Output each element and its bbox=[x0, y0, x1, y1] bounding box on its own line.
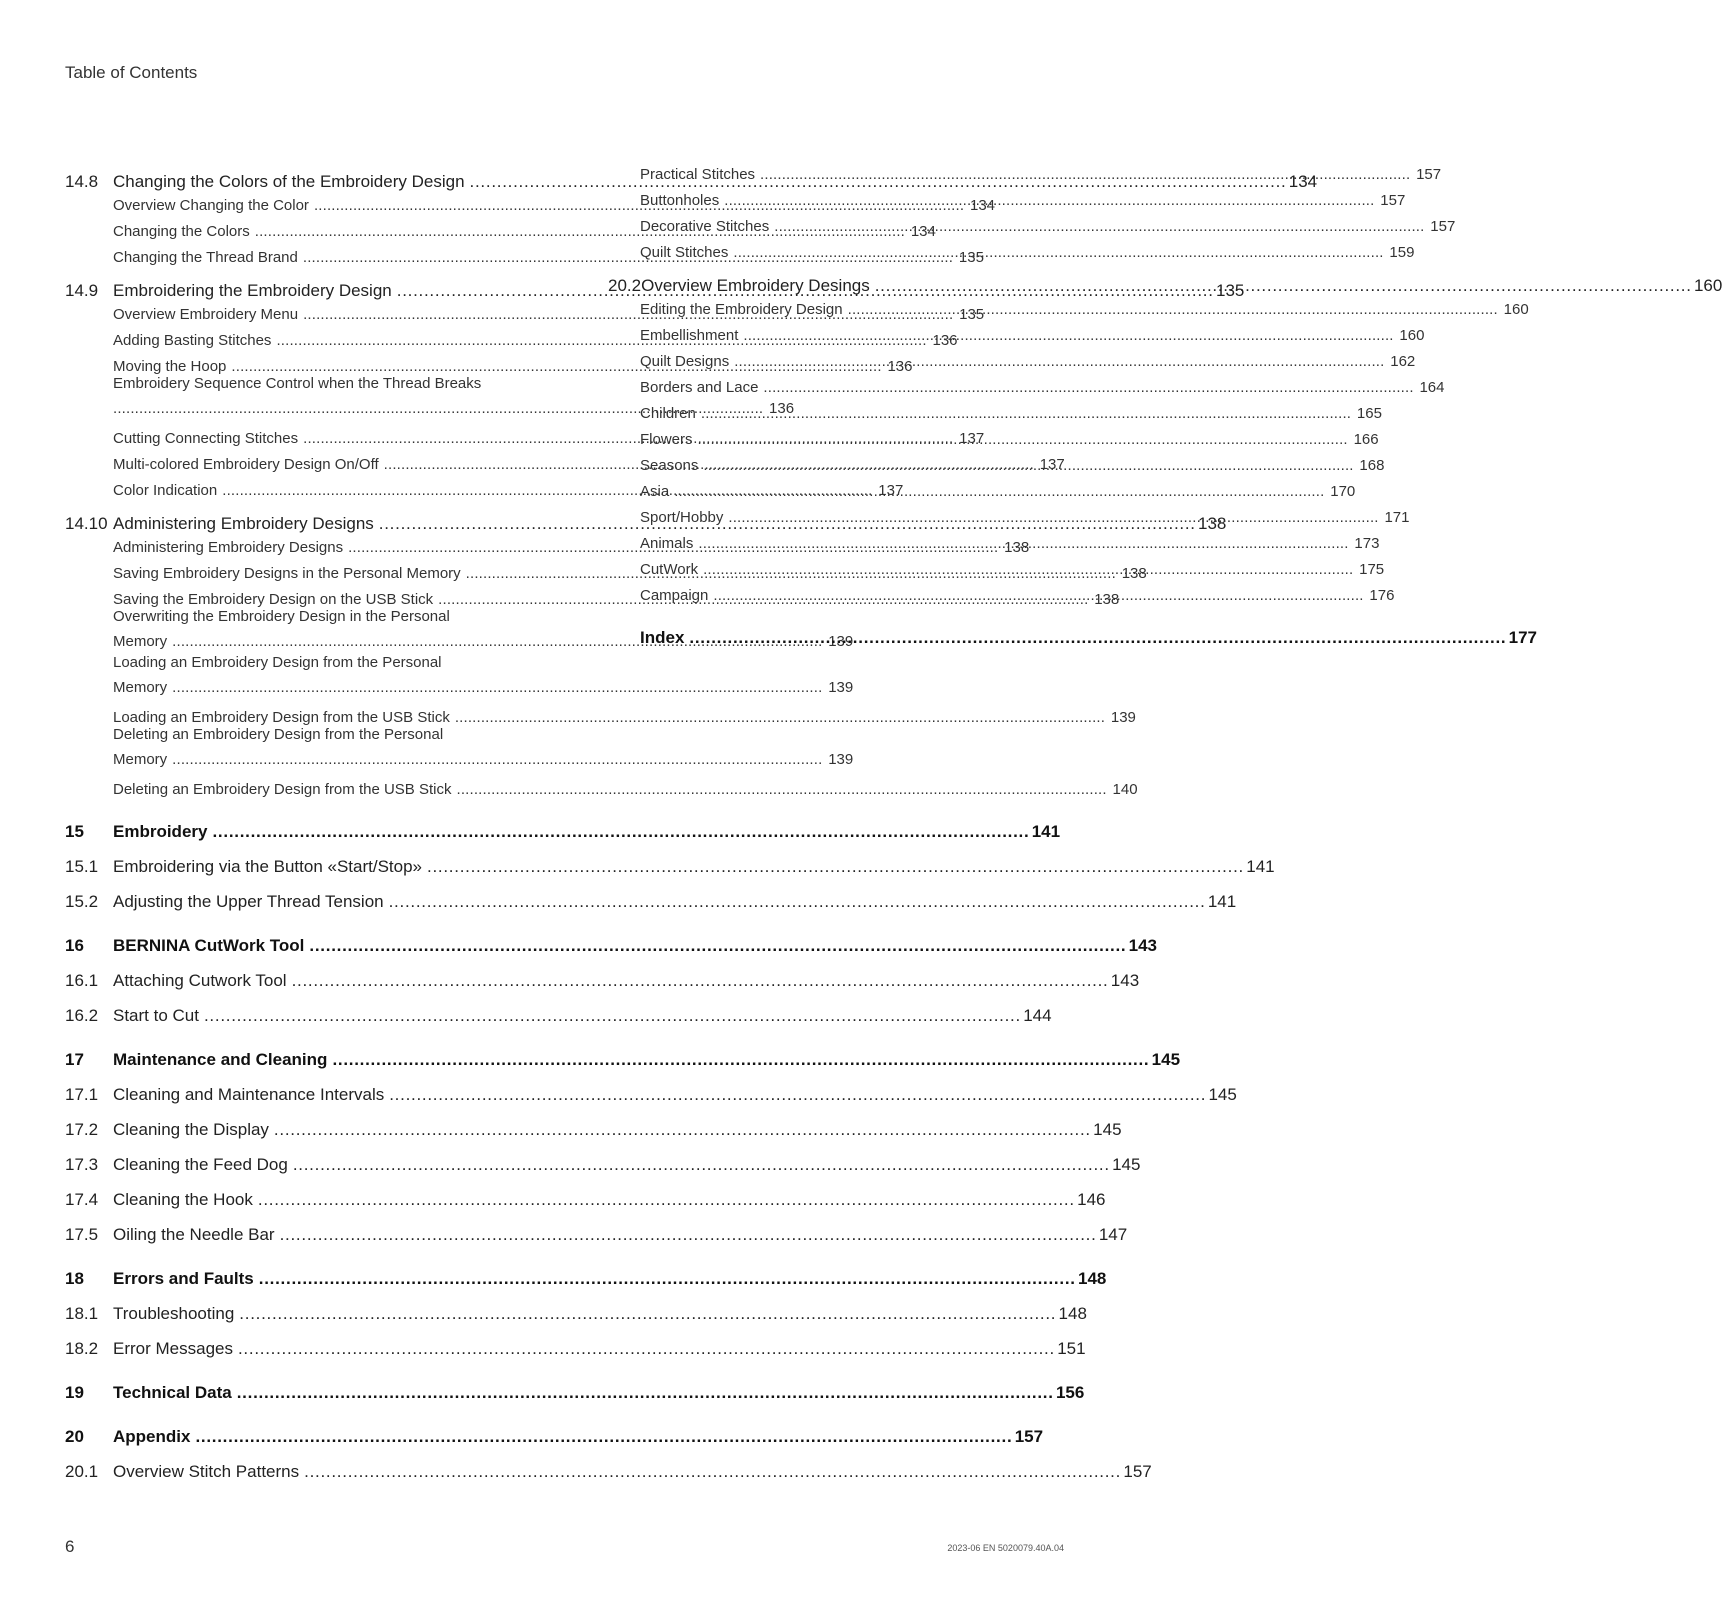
toc-subentry[interactable]: CutWork . . . 175 bbox=[608, 552, 1071, 578]
toc-subentry[interactable]: Adding Basting Stitches . . . 136 bbox=[65, 323, 527, 349]
toc-subentry[interactable]: Cutting Connecting Stitches . . . 137 bbox=[65, 421, 527, 447]
toc-subentry[interactable]: Administering Embroidery Designs . . . 138 bbox=[65, 530, 527, 556]
toc-subentry[interactable]: Children . . . 165 bbox=[608, 396, 1071, 422]
toc-subentry[interactable]: Quilt Designs . . . 162 bbox=[608, 344, 1071, 370]
page-number: 6 bbox=[65, 1537, 75, 1556]
toc-subentry[interactable]: Loading an Embroidery Design from the USB Stick . . . 139 bbox=[65, 700, 527, 726]
toc-subentry[interactable]: Multi-colored Embroidery Design On/Off . . . 137 bbox=[65, 447, 527, 473]
toc-chapter-19[interactable]: 19 Technical Data . . . 156 bbox=[65, 1367, 527, 1403]
toc-entry-15-2[interactable]: 15.2 Adjusting the Upper Thread Tension . . . 141 bbox=[65, 877, 527, 912]
toc-subentry[interactable]: Decorative Stitches . . . 157 bbox=[608, 209, 1071, 235]
toc-subentry-wrapped[interactable]: Deleting an Embroidery Design from the Personal Memory . . . 139 bbox=[65, 726, 527, 772]
toc-entry-17-1[interactable]: 17.1 Cleaning and Maintenance Intervals . . . 145 bbox=[65, 1070, 527, 1105]
toc-subentry[interactable]: Asia . . . 170 bbox=[608, 474, 1071, 500]
page-header: Table of Contents bbox=[65, 63, 198, 82]
toc-subentry[interactable]: Animals . . . 173 bbox=[608, 526, 1071, 552]
toc-chapter-20[interactable]: 20 Appendix . . . 157 bbox=[65, 1411, 527, 1447]
toc-subentry-wrapped[interactable]: Overwriting the Embroidery Design in the Personal Memory . . . 139 bbox=[65, 608, 527, 654]
toc-subentry[interactable]: Saving Embroidery Designs in the Personal Memory . . . 138 bbox=[65, 556, 527, 582]
toc-chapter-15[interactable]: 15 Embroidery . . . 141 bbox=[65, 806, 527, 842]
toc-entry-17-4[interactable]: 17.4 Cleaning the Hook . . . 146 bbox=[65, 1175, 527, 1210]
toc-entry-14-10[interactable]: 14.10 Administering Embroidery Designs . . . 138 bbox=[65, 499, 527, 534]
document-code: 2023-06 EN 5020079.40A.04 bbox=[947, 1543, 1064, 1553]
toc-subentry[interactable]: Editing the Embroidery Design . . . 160 bbox=[608, 292, 1071, 318]
toc-subentry[interactable]: Practical Stitches . . . 157 bbox=[608, 157, 1071, 183]
toc-subentry[interactable]: Seasons . . . 168 bbox=[608, 448, 1071, 474]
toc-subentry[interactable]: Overview Changing the Color . . . 134 bbox=[65, 188, 527, 214]
toc-entry-18-2[interactable]: 18.2 Error Messages . . . 151 bbox=[65, 1324, 527, 1359]
toc-subentry[interactable]: Sport/Hobby . . . 171 bbox=[608, 500, 1071, 526]
toc-entry-16-2[interactable]: 16.2 Start to Cut . . . 144 bbox=[65, 991, 527, 1026]
toc-subentry[interactable]: Embellishment . . . 160 bbox=[608, 318, 1071, 344]
toc-chapter-16[interactable]: 16 BERNINA CutWork Tool . . . 143 bbox=[65, 920, 527, 956]
toc-entry-17-2[interactable]: 17.2 Cleaning the Display . . . 145 bbox=[65, 1105, 527, 1140]
toc-subentry-wrapped[interactable]: Embroidery Sequence Control when the Thread Breaks . . . 136 bbox=[65, 375, 527, 421]
toc-subentry[interactable]: Flowers . . . 166 bbox=[608, 422, 1071, 448]
toc-entry-20-1[interactable]: 20.1 Overview Stitch Patterns . . . 157 bbox=[65, 1447, 527, 1482]
toc-subentry[interactable]: Campaign . . . 176 bbox=[608, 578, 1071, 604]
toc-subentry-wrapped[interactable]: Loading an Embroidery Design from the Personal Memory . . . 139 bbox=[65, 654, 527, 700]
toc-subentry[interactable]: Deleting an Embroidery Design from the USB Stick . . . 140 bbox=[65, 772, 527, 798]
toc-entry-15-1[interactable]: 15.1 Embroidering via the Button «Start/Stop» . . . 141 bbox=[65, 842, 527, 877]
toc-chapter-18[interactable]: 18 Errors and Faults . . . 148 bbox=[65, 1253, 527, 1289]
toc-entry-14-9[interactable]: 14.9 Embroidering the Embroidery Design . . . 135 bbox=[65, 266, 527, 301]
toc-subentry[interactable]: Changing the Colors . . . 134 bbox=[65, 214, 527, 240]
toc-subentry[interactable]: Color Indication . . . 137 bbox=[65, 473, 527, 499]
toc-subentry[interactable]: Buttonholes . . . 157 bbox=[608, 183, 1071, 209]
toc-index[interactable]: Index . . . 177 bbox=[608, 612, 1071, 648]
toc-subentry[interactable]: Changing the Thread Brand . . . 135 bbox=[65, 240, 527, 266]
toc-entry-14-8[interactable]: 14.8 Changing the Colors of the Embroidery Design . . . 134 bbox=[65, 157, 527, 192]
toc-entry-20-2[interactable]: 20.2 Overview Embroidery Desings . . . 160 bbox=[608, 261, 1071, 296]
toc-subentry[interactable]: Moving the Hoop . . . 136 bbox=[65, 349, 527, 375]
toc-entry-17-5[interactable]: 17.5 Oiling the Needle Bar . . . 147 bbox=[65, 1210, 527, 1245]
toc-chapter-17[interactable]: 17 Maintenance and Cleaning . . . 145 bbox=[65, 1034, 527, 1070]
toc-subentry[interactable]: Overview Embroidery Menu . . . 135 bbox=[65, 297, 527, 323]
toc-subentry[interactable]: Quilt Stitches . . . 159 bbox=[608, 235, 1071, 261]
toc-entry-17-3[interactable]: 17.3 Cleaning the Feed Dog . . . 145 bbox=[65, 1140, 527, 1175]
toc-entry-16-1[interactable]: 16.1 Attaching Cutwork Tool . . . 143 bbox=[65, 956, 527, 991]
toc-entry-18-1[interactable]: 18.1 Troubleshooting . . . 148 bbox=[65, 1289, 527, 1324]
toc-subentry[interactable]: Saving the Embroidery Design on the USB Stick . . . 138 bbox=[65, 582, 527, 608]
toc-subentry[interactable]: Borders and Lace . . . 164 bbox=[608, 370, 1071, 396]
